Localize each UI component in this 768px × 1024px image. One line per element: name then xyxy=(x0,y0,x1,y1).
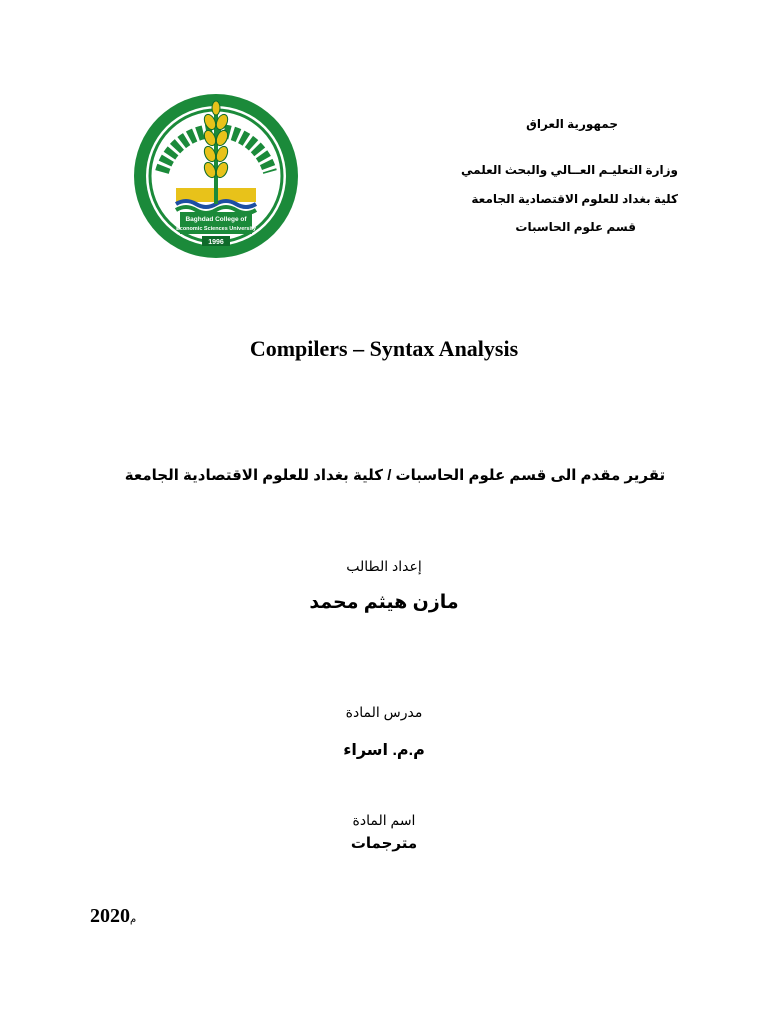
seal-name-line1: Baghdad College of xyxy=(185,216,247,223)
prepared-by-label: إعداد الطالب xyxy=(346,558,422,574)
report-statement: تقرير مقدم الى قسم علوم الحاسبات / كلية بغداد للعلوم الاقتصادية الجامعة xyxy=(124,467,666,484)
instructor-label: مدرس المادة xyxy=(345,704,423,720)
seal-year: 1996 xyxy=(208,239,224,246)
report-year xyxy=(90,905,140,928)
seal-name-line2: Economic Sciences University xyxy=(176,226,256,232)
ministry-name: وزارة التعليـم العــالي والبحث العلمي xyxy=(461,163,678,177)
college-seal-logo xyxy=(132,92,300,260)
student-name: مازن هيثم محمد xyxy=(309,592,459,613)
department-name: قسم علوم الحاسبات xyxy=(515,220,636,234)
country-name: جمهورية العراق xyxy=(526,117,618,131)
year-suffix: م xyxy=(130,914,137,925)
year-value: 2020 xyxy=(90,905,130,927)
college-name: كلية بغداد للعلوم الاقتصادية الجامعة xyxy=(471,192,678,206)
instructor-name: م.م. اسراء xyxy=(343,742,425,759)
subject-label: اسم المادة xyxy=(352,812,416,828)
subject-name: مترجمات xyxy=(350,835,418,852)
report-title: Compilers – Syntax Analysis xyxy=(249,336,519,361)
